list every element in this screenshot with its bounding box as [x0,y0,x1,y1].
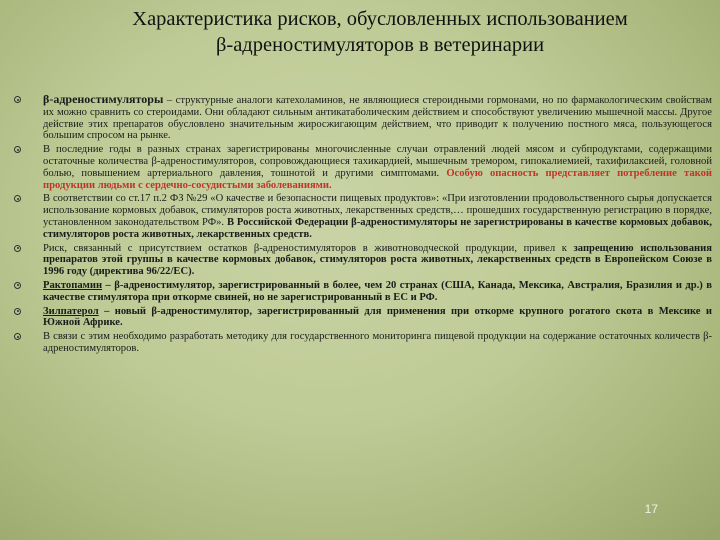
bullet-4-text: Риск, связанный с присутствием остатков β-адреностимуляторов в животноводческой продукции, привел к [43,242,574,254]
bullet-item-2 [12,144,712,191]
bullet-item-1 [12,94,712,142]
bullet-3-bold: В Российской Федерации β-адреностимуляторы не зарегистрированы в качестве кормовых добавок, стимуляторов роста животных, лекарственных средств. [43,216,712,240]
bullet-icon [14,146,21,153]
bullet-icon [14,96,21,103]
bullet-item-7 [12,331,712,355]
bullet-2-text: В последние годы в разных странах зарегистрированы многочисленные случаи отравлений людей мясом и субпродуктами, содержащими остаточные количества β-адреностимуляторов, сопровождающиеся тахикардией, мышечным тремором, гипокалиемией, тахифилаксией, головной болью, повышением артериального давления, тошнотой и другими симптомами. [43,144,712,179]
bullet-item-5 [12,280,712,304]
bullet-6-term: Зилпатерол [43,305,99,317]
bullet-icon [14,245,21,252]
bullet-6-bold: – новый β-адреностимулятор, зарегистрированный для применения при откорме крупного рогатого скота в Мексике и Южной Африке. [43,305,712,329]
bullet-5-bold: – β-адреностимулятор, зарегистрированный в более, чем 20 странах (США, Канада, Мексика, Австралия, Бразилия и др.) в качестве стимулятора при откорме свиней, но не зарегистрированный в ЕС и РФ. [43,279,712,303]
bullet-3-text: В соответствии со ст.17 п.2 ФЗ №29 «О качестве и безопасности пищевых продуктов»: «При изготовлении продовольственного сырья допускается использование кормовых добавок, стимуляторов роста животных, лекарственных средств,… прошедших государственную регистрацию в порядке, установленном законодательством РФ». [43,193,712,228]
bullet-4-bold: запрещению использования препаратов этой группы в качестве кормовых добавок, стимуляторов роста животных, лекарственных средств в Европейском Союзе в 1996 году (директива 96/22/ЕС). [43,242,712,278]
bullet-icon [14,195,21,202]
slide-number: 17 [644,502,658,516]
bullet-icon [14,308,21,315]
slide-title [60,6,700,58]
bullet-7-text: В связи с этим необходимо разработать методику для государственного мониторинга пищевой продукции на содержание остаточных количеств β-адреностимуляторов. [43,331,712,354]
title-line-1: Характеристика рисков, обусловленных использованием [132,8,628,30]
bullet-1-text: – структурные аналоги катехоламинов, не являющиеся стероидными гормонами, но по фармакологическим свойствам их можно сравнить со стероидами. Они обладают сильным антикатаболическим действием и способствуют увеличению мышечной массы. Другое действие этих препаратов обусловлено значительным жиросжигающим действием, что приводит к получению постного мяса, пользующегося большим спросом на рынке. [43,95,712,142]
bullet-item-6 [12,306,712,330]
bullet-icon [14,333,21,340]
bullet-list [12,94,712,357]
bullet-5-term: Рактопамин [43,279,103,291]
title-line-2: β-адреностимуляторов в ветеринарии [215,34,545,56]
bullet-item-3 [12,193,712,240]
bullet-item-4 [12,243,712,278]
bullet-2-highlight: Особую опасность представляет потребление такой продукции людьми с сердечно-сосудистыми заболеваниями. [43,167,713,191]
bullet-icon [14,282,21,289]
bullet-1-lead: β-адреностимуляторы [43,92,164,106]
